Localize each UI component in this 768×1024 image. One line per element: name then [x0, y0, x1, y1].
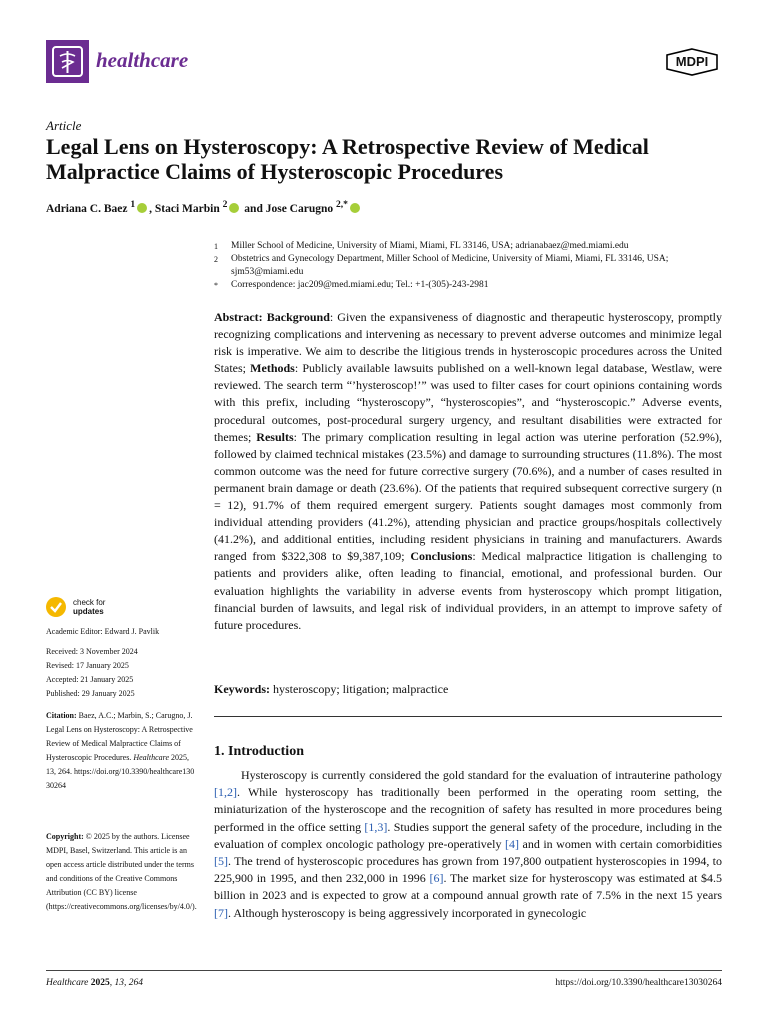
intro-text: and in women with certain comorbidities [518, 836, 723, 851]
author-and: and [244, 202, 263, 215]
footer-citation [46, 978, 143, 988]
author-affil-sup: 2,* [336, 199, 348, 210]
copyright-text: © 2025 by the authors. Licensee MDPI, Basel, Switzerland. This article is an open access article distributed under the terms and conditions of the Creative Commons Attribution (CC BY) license (https://creativecommons.org/licenses/by/4.0/). [46, 832, 197, 911]
publisher-name: MDPI [675, 54, 709, 69]
citation-volume: 2025, 13, 264. [46, 753, 190, 776]
keywords [214, 682, 448, 697]
date-accepted: Accepted: 21 January 2025 [46, 675, 134, 684]
affiliation-item [214, 240, 724, 253]
citation-link[interactable]: [7] [214, 905, 228, 920]
intro-paragraph [214, 767, 722, 922]
affiliation-item [214, 253, 724, 279]
copyright-label: Copyright: [46, 832, 84, 841]
abstract-heading-conclusions: Conclusions [410, 549, 473, 564]
section-heading: 1. Introduction [214, 744, 304, 759]
article-type: Article [46, 118, 82, 133]
citation-link[interactable]: [6] [429, 871, 444, 886]
abstract-methods: : Publicly available lawsuits published on a well-known legal database, Westlaw, were reviewed. The search term “’hysteroscop!’” was used to filter cases for court opinions containing words with this prefix, including “hysteroscopy”, “hysteroscopies”, and “hysteroscopic.” Adverse events, procedural outcomes, post-procedural surgery urgency, and resultant disabilities were extracted for themes; [214, 361, 722, 444]
affiliation-number: * [214, 281, 218, 290]
author-name[interactable]: Adriana C. Baez [46, 202, 128, 215]
abstract [214, 309, 722, 634]
date-published: Published: 29 January 2025 [46, 689, 135, 698]
affiliations [214, 240, 724, 292]
intro-text: . Although hysteroscopy is being aggressively incorporated in gynecologic [228, 905, 587, 920]
date-revised: Revised: 17 January 2025 [46, 661, 129, 670]
check-for-updates-badge[interactable] [46, 597, 105, 617]
intro-text: . The market size for hysteroscopy was estimated at $4.5 billion in 2023 and is expected to grow at a compound annual growth rate of 7.5% in the next 15 years [214, 871, 722, 903]
affiliation-text: Obstetrics and Gynecology Department, Miller School of Medicine, University of Miami, Miami, FL 33146, USA; sjm53@miami.edu [231, 254, 669, 277]
author-affil-sup: 1 [130, 199, 136, 210]
check-updates-line2: updates [73, 607, 104, 616]
abstract-conclusions: : Medical malpractice litigation is challenging to patients and providers alike, often leading to financial, emotional, and professional burden. Our evaluation highlights the variability in adverse events from hysteroscopy which prompt litigation, financial burden of lawsuits, and legal risk of individual providers, in an attempt to improve safety of future procedures. [214, 549, 722, 632]
article-dates [46, 645, 196, 701]
intro-text: . Studies support the general safety of the procedure, including in the evaluation of complex oncologic pathology pre-operatively [214, 819, 722, 851]
date-received: Received: 3 November 2024 [46, 647, 138, 656]
intro-text: . The trend of hysteroscopic procedures has grown from 197,800 outpatient hysteroscopies in 1994, to 225,900 in 1995, and then 232,000 in 1996 [214, 854, 722, 886]
intro-text: . While hysteroscopy has traditionally been performed in the operating room setting, the miniaturization of the hysteroscope and the recognition of safety has resulted in more procedures being performed in the office setting [214, 785, 722, 834]
footer-divider [46, 970, 722, 971]
article-title: Legal Lens on Hysteroscopy: A Retrospective Review of Medical Malpractice Claims of Hysteroscopic Procedures [46, 134, 649, 184]
academic-editor: Academic Editor: Edward J. Pavlik [46, 627, 160, 636]
author-list: Adriana C. Baez $^1$ , Staci Marbin $^2$ and Jose Carugno $^{2,*}$ [46, 199, 362, 215]
author-name[interactable]: Staci Marbin [154, 202, 220, 215]
footer-journal: Healthcare [46, 978, 89, 988]
abstract-heading-methods: Methods [250, 361, 295, 376]
journal-name[interactable]: healthcare [96, 48, 189, 72]
author-name[interactable]: Jose Carugno [265, 202, 334, 215]
citation-doi-link[interactable]: https://doi.org/10.3390/healthcare13030264 [46, 767, 195, 790]
affiliation-number: 2 [214, 255, 218, 264]
mdpi-logo[interactable] [664, 48, 720, 76]
affiliation-item [214, 279, 724, 292]
footer-volume: , 13, 264 [109, 978, 144, 988]
check-updates-line1: check for [73, 598, 106, 607]
abstract-heading-background: Background [266, 310, 330, 324]
citation-label: Citation: [46, 711, 77, 720]
keywords-text: hysteroscopy; litigation; malpractice [270, 682, 449, 696]
citation-text: Baez, A.C.; Marbin, S.; Carugno, J. Legal Lens on Hysteroscopy: A Retrospective Review of Medical Malpractice Claims of Hysteroscopic Procedures. [46, 711, 193, 762]
citation-link[interactable]: [1,3] [364, 819, 388, 834]
copyright [46, 830, 196, 914]
journal-logo [46, 40, 89, 83]
citation-link[interactable]: [4] [504, 836, 519, 851]
divider [214, 716, 722, 717]
affiliation-number: 1 [214, 242, 218, 251]
abstract-background: : Given the expansiveness of diagnostic and therapeutic hysteroscopy, promptly recognizing complications and intervening as necessary to prevent adverse outcomes and minimize legal risk is imperative. We aim to describe the litigious trends in hysteroscopic procedures across the United States; [214, 310, 722, 376]
author-affil-sup: 2 [222, 199, 228, 210]
abstract-label: Abstract: [214, 310, 263, 324]
citation-link[interactable]: [1,2] [214, 785, 237, 800]
footer-year: 2025 [90, 978, 110, 988]
caduceus-icon [46, 40, 89, 83]
citation [46, 709, 196, 793]
orcid-icon[interactable] [350, 203, 360, 213]
abstract-results: : The primary complication resulting in legal action was uterine perforation (52.9%), followed by claimed technical mistakes (23.5%) and damage to surrounding structures (11.8%). The most common outcome was the need for future corrective surgery (70.6%), and a number of cases resulted in permanent brain damage or death (23.6%). Of the patients that required subsequent corrective surgery (n = 12), 91.7% of them required emergent surgery. Patients sought damages most commonly from individual attending providers (41.2%), attending physician and practice groups/hospitals collectively (41.2%), and additional entities, including resident physicians in training and manufacturers. Awards ranged from $322,308 to $9,387,109; [214, 429, 722, 564]
affiliation-text: Correspondence: jac209@med.miami.edu; Tel.: +1-(305)-243-2981 [231, 280, 489, 290]
orcid-icon[interactable] [137, 203, 147, 213]
affiliation-text: Miller School of Medicine, University of Miami, Miami, FL 33146, USA; adrianabaez@med.miami.edu [231, 241, 629, 251]
abstract-heading-results: Results [256, 429, 294, 444]
orcid-icon[interactable] [229, 203, 239, 213]
citation-journal: Healthcare [133, 753, 170, 762]
citation-link[interactable]: [5] [214, 854, 228, 869]
check-updates-text [73, 598, 105, 616]
intro-text: Hysteroscopy is currently considered the gold standard for the evaluation of intrauterine pathology [241, 768, 722, 782]
footer-doi-link[interactable]: https://doi.org/10.3390/healthcare13030264 [555, 978, 722, 988]
keywords-label: Keywords: [214, 682, 270, 696]
check-updates-icon [46, 597, 66, 617]
